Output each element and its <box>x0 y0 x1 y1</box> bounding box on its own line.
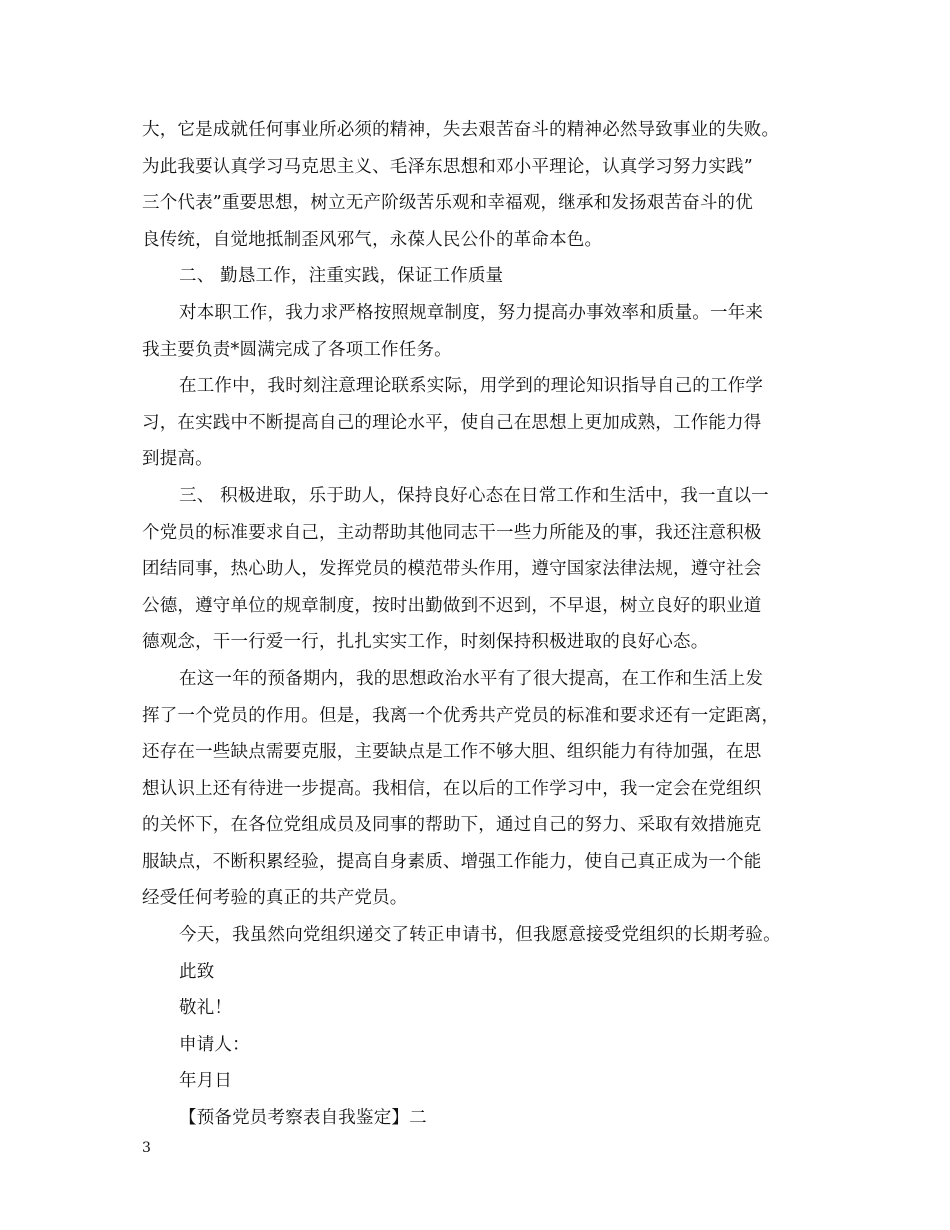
text-line: 还存在一些缺点需要克服，主要缺点是工作不够大胆、组织能力有待加强，在思 <box>142 742 762 763</box>
text-line: 为此我要认真学习马克思主义、毛泽东思想和邓小平理论，认真学习努力实践” <box>142 156 753 177</box>
text-line: 挥了一个党员的作用。但是，我离一个优秀共产党员的标准和要求还有一定距离， <box>142 705 780 726</box>
text-line: 今天，我虽然向党组织递交了转正申请书，但我愿意接受党组织的长期考验。 <box>179 925 781 946</box>
text-line: 良传统，自觉地抵制歪风邪气，永葆人民公仆的革命本色。 <box>142 229 603 250</box>
text-line: 公德，遵守单位的规章制度，按时出勤做到不迟到，不早退，树立良好的职业道 <box>142 595 762 616</box>
document-body <box>142 112 810 1137</box>
text-line: 大，它是成就任何事业所必须的精神，失去艰苦奋斗的精神必然导致事业的失败。 <box>142 120 780 140</box>
text-line: 的关怀下，在各位党组成员及同事的帮助下，通过自己的努力、采取有效措施克 <box>142 815 762 836</box>
text-line: 团结同事，热心助人，发挥党员的模范带头作用，遵守国家法律法规，遵守社会 <box>142 559 762 580</box>
text-line: 在这一年的预备期内，我的思想政治水平有了很大提高，在工作和生活上发 <box>179 668 764 689</box>
text-line: 到提高。 <box>142 449 213 470</box>
salutation-line: 敬礼！ <box>179 998 233 1019</box>
section-heading: 三、 积极进取，乐于助人，保持良好心态在日常工作和生活中，我一直以一 <box>179 485 769 506</box>
closing-line: 此致 <box>179 961 215 982</box>
text-line: 在工作中，我时刻注意理论联系实际，用学到的理论知识指导自己的工作学 <box>179 376 764 397</box>
text-line: 德观念，干一行爱一行，扎扎实实工作，时刻保持积极进取的良好心态。 <box>142 632 709 653</box>
section-title: 【预备党员考察表自我鉴定】二 <box>179 1108 427 1129</box>
page-number: 3 <box>142 1140 151 1156</box>
text-line: 服缺点，不断积累经验，提高自身素质、增强工作能力，使自己真正成为一个能 <box>142 851 762 872</box>
date-line: 年月日 <box>179 1071 233 1092</box>
text-line: 经受任何考验的真正的共产党员。 <box>142 888 408 909</box>
text-line: 个党员的标准要求自己，主动帮助其他同志干一些力所能及的事，我还注意积极 <box>142 522 762 543</box>
applicant-line: 申请人： <box>179 1034 250 1055</box>
section-heading: 二、 勤恳工作，注重实践，保证工作质量 <box>179 266 504 287</box>
text-line: 对本职工作，我力求严格按照规章制度，努力提高办事效率和质量。一年来 <box>179 302 764 323</box>
text-line: 三个代表”重要思想，树立无产阶级苦乐观和幸福观，继承和发扬艰苦奋斗的优 <box>142 193 753 214</box>
text-line: 想认识上还有待进一步提高。我相信，在以后的工作学习中，我一定会在党组织 <box>142 778 762 799</box>
text-line: 习，在实践中不断提高自己的理论水平，使自己在思想上更加成熟，工作能力得 <box>142 412 762 433</box>
text-line: 我主要负责*圆满完成了各项工作任务。 <box>142 339 452 360</box>
